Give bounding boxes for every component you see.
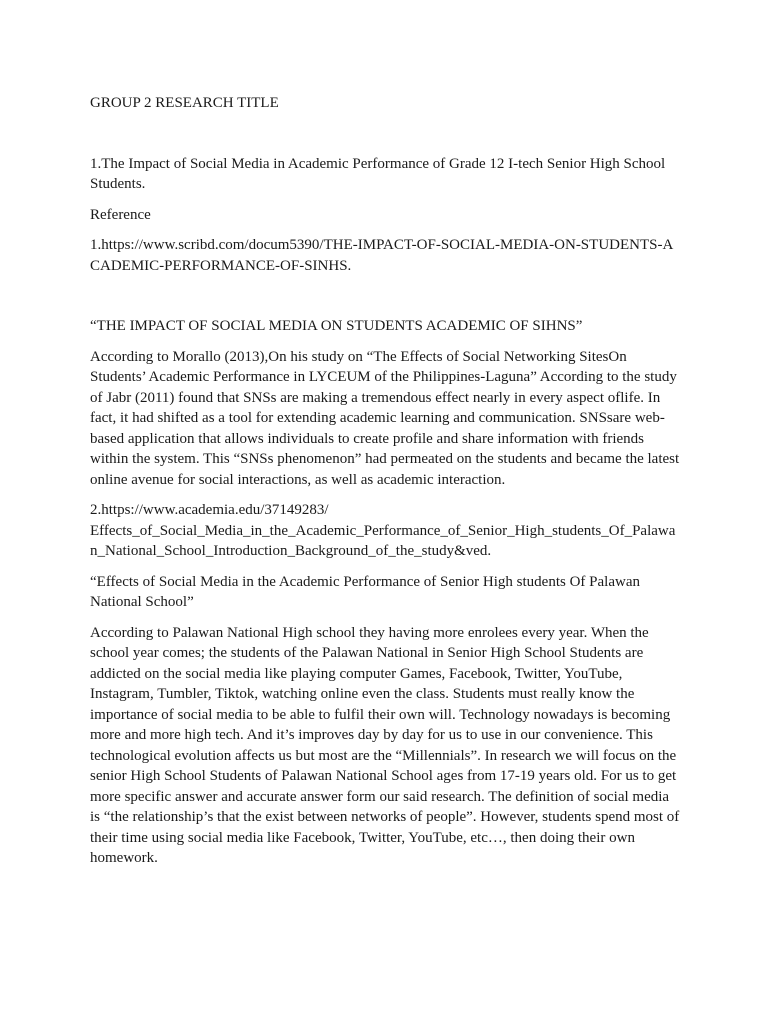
paragraph-2: According to Palawan National High school they having more enrolees every year. When the school year comes; the students of the Palawan National in Senior High School Students are addicted on the social media like playing computer Games, Facebook, Twitter, YouTube, Instagram, Tumbler, Tiktok, watching online even the class. Students must really know the importance of social media to be able to fulfil their own will. Technology nowadays is becoming more and more high tech. And it’s improves day by day for us to use in our convenience. This technological evolution affects us but most are the “Millennials”. In research we will focus on the senior High School Students of Palawan National School ages from 17-19 years old. For us to get more specific answer and accurate answer form our said research. The definition of social media is “the relationship’s that the exist between networks of people”. However, students spend most of their time using social media like Facebook, Twitter, YouTube, etc…, then doing their own homework. xyxy=(90,624,680,866)
reference-link-1: 1.https://www.scribd.com/docum5390/THE-IMPACT-OF-SOCIAL-MEDIA-ON-STUDENTS-ACADEMIC-PERFORMANCE-OF-SINHS. xyxy=(90,237,674,274)
paragraph-1: According to Morallo (2013),On his study on “The Effects of Social Networking SitesOn Students’ Academic Performance in LYCEUM of the Philippines-Laguna” According to the study of Jabr (2011) found that SNSs are making a tremendous effect nearly in every aspect oflife. In fact, it had shifted as a tool for extending academic learning and communication. SNSsare web-based application that allows individuals to create profile and share information with friends within the system. This “SNSs phenomenon” had permeated on the students and became the latest online avenue for social interactions, as well as academic interaction. xyxy=(90,348,680,488)
document-title: GROUP 2 RESEARCH TITLE xyxy=(90,95,279,111)
reference-link-2-line-2: Effects_of_Social_Media_in_the_Academic_Performance_of_Senior_High_students_Of_Palawan_National_School_Introduction_Background_of_the_study&ved. xyxy=(90,522,676,559)
research-title-1: 1.The Impact of Social Media in Academic Performance of Grade 12 I-tech Senior High School Students. xyxy=(90,155,666,192)
reference-label: Reference xyxy=(90,206,151,223)
reference-link-2-line-1: 2.https://www.academia.edu/37149283/ xyxy=(90,502,329,518)
quoted-title-1: “THE IMPACT OF SOCIAL MEDIA ON STUDENTS ACADEMIC OF SIHNS” xyxy=(90,318,583,334)
reference-link-2 xyxy=(90,500,682,562)
quoted-title-2: “Effects of Social Media in the Academic Performance of Senior High students Of Palawan National School” xyxy=(90,573,640,610)
document-page xyxy=(90,93,682,869)
